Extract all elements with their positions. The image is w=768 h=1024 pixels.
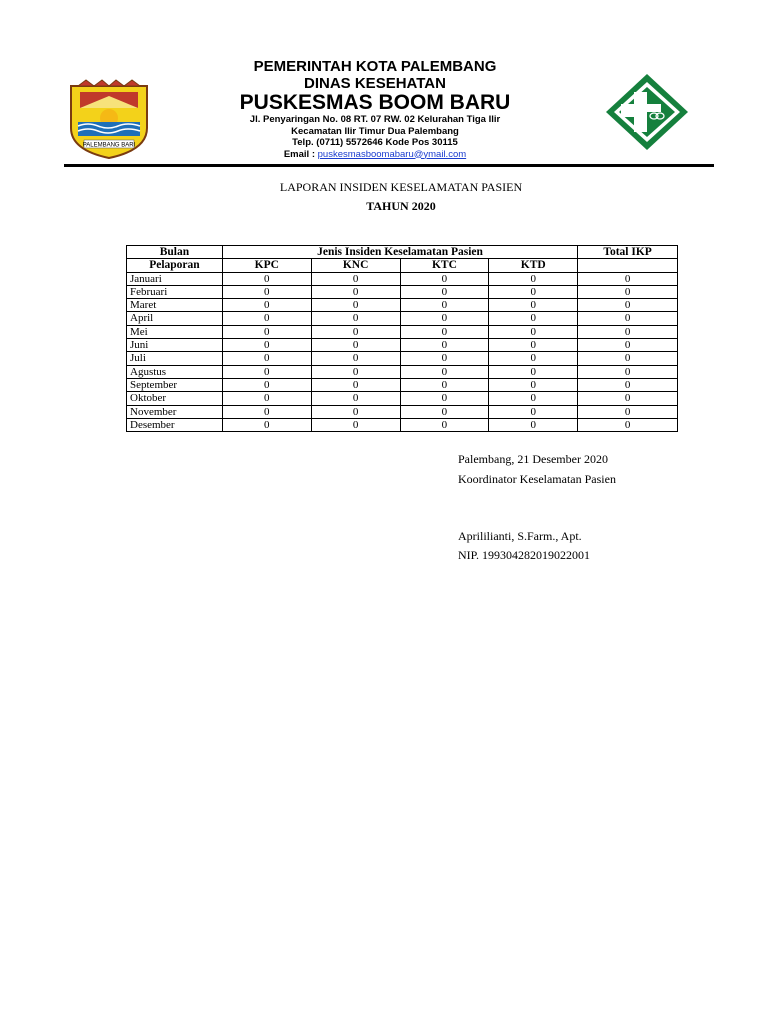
month-cell: April [127, 312, 223, 325]
ktd-cell: 0 [489, 325, 578, 338]
ktd-cell: 0 [489, 418, 578, 431]
month-cell: Februari [127, 285, 223, 298]
ktd-header: KTD [489, 259, 578, 272]
month-cell: Mei [127, 325, 223, 338]
kpc-cell: 0 [222, 392, 311, 405]
kpc-cell: 0 [222, 378, 311, 391]
ktd-cell: 0 [489, 378, 578, 391]
table-row [127, 418, 678, 431]
knc-cell: 0 [311, 392, 400, 405]
table-row [127, 299, 678, 312]
total-cell: 0 [578, 352, 678, 365]
phone-line: Telp. (0711) 5572646 Kode Pos 30115 [292, 137, 458, 148]
ktc-header: KTC [400, 259, 489, 272]
ktc-cell: 0 [400, 405, 489, 418]
table-row [127, 325, 678, 338]
ktc-cell: 0 [400, 272, 489, 285]
kpc-cell: 0 [222, 325, 311, 338]
report-title: LAPORAN INSIDEN KESELAMATAN PASIEN [279, 180, 523, 194]
knc-cell: 0 [311, 312, 400, 325]
table-row [127, 405, 678, 418]
ktd-cell: 0 [489, 339, 578, 352]
knc-cell: 0 [311, 365, 400, 378]
total-cell: 0 [578, 299, 678, 312]
table-row [127, 312, 678, 325]
kpc-header: KPC [222, 259, 311, 272]
signature-name: Aprililianti, S.Farm., Apt. [458, 529, 582, 543]
total-cell: 0 [578, 392, 678, 405]
month-header-1: Bulan [127, 246, 223, 259]
ktc-cell: 0 [400, 325, 489, 338]
ktc-cell: 0 [400, 285, 489, 298]
month-cell: Maret [127, 299, 223, 312]
month-cell: Juli [127, 352, 223, 365]
total-cell: 0 [578, 418, 678, 431]
letterhead-government: PEMERINTAH KOTA PALEMBANG [253, 58, 497, 75]
ktd-cell: 0 [489, 352, 578, 365]
total-cell: 0 [578, 325, 678, 338]
month-header-2: Pelaporan [127, 259, 223, 272]
knc-cell: 0 [311, 378, 400, 391]
ktc-cell: 0 [400, 365, 489, 378]
signature-place-date: Palembang, 21 Desember 2020 [458, 452, 608, 466]
month-cell: Juni [127, 339, 223, 352]
address-line-2: Kecamatan Ilir Timur Dua Palembang [291, 125, 459, 137]
total-cell: 0 [578, 378, 678, 391]
total-cell: 0 [578, 365, 678, 378]
kpc-cell: 0 [222, 365, 311, 378]
puskesmas-logo [604, 72, 690, 152]
ktd-cell: 0 [489, 299, 578, 312]
knc-header: KNC [311, 259, 400, 272]
ktc-cell: 0 [400, 339, 489, 352]
email-link[interactable]: puskesmasboomabaru@ymail.com [317, 148, 467, 160]
incident-table [126, 245, 678, 432]
month-cell: Oktober [127, 392, 223, 405]
table-row [127, 285, 678, 298]
ktd-cell: 0 [489, 312, 578, 325]
kpc-cell: 0 [222, 312, 311, 325]
palembang-city-seal-logo [66, 78, 152, 162]
letterhead-institution: PUSKESMAS BOOM BARU [239, 91, 511, 114]
total-cell: 0 [578, 285, 678, 298]
ktc-cell: 0 [400, 378, 489, 391]
ktd-cell: 0 [489, 285, 578, 298]
knc-cell: 0 [311, 285, 400, 298]
table-row [127, 378, 678, 391]
month-cell: November [127, 405, 223, 418]
knc-cell: 0 [311, 339, 400, 352]
month-cell: Agustus [127, 365, 223, 378]
ktd-cell: 0 [489, 405, 578, 418]
report-year: TAHUN 2020 [366, 199, 436, 213]
table-row [127, 272, 678, 285]
signature-role: Koordinator Keselamatan Pasien [458, 472, 616, 486]
kpc-cell: 0 [222, 405, 311, 418]
kpc-cell: 0 [222, 299, 311, 312]
kpc-cell: 0 [222, 272, 311, 285]
ktc-cell: 0 [400, 418, 489, 431]
month-cell: September [127, 378, 223, 391]
month-cell: Januari [127, 272, 223, 285]
ktc-cell: 0 [400, 352, 489, 365]
kpc-cell: 0 [222, 285, 311, 298]
knc-cell: 0 [311, 405, 400, 418]
ktd-cell: 0 [489, 392, 578, 405]
total-cell: 0 [578, 312, 678, 325]
kpc-cell: 0 [222, 352, 311, 365]
knc-cell: 0 [311, 272, 400, 285]
letterhead-department: DINAS KESEHATAN [304, 75, 446, 92]
email-line [210, 149, 540, 161]
email-label: Email : [283, 148, 315, 160]
letterhead-divider [64, 164, 714, 167]
incident-type-header: Jenis Insiden Keselamatan Pasien [222, 246, 577, 259]
seal-motto: PALEMBANG BARI [82, 142, 136, 149]
table-row [127, 352, 678, 365]
knc-cell: 0 [311, 352, 400, 365]
table-row [127, 365, 678, 378]
total-header: Total IKP [578, 246, 678, 259]
table-row [127, 339, 678, 352]
ktc-cell: 0 [400, 299, 489, 312]
total-cell: 0 [578, 272, 678, 285]
total-header-blank [578, 259, 678, 272]
kpc-cell: 0 [222, 418, 311, 431]
total-cell: 0 [578, 339, 678, 352]
signature-nip: NIP. 199304282019022001 [458, 548, 591, 562]
knc-cell: 0 [311, 299, 400, 312]
address-line-1: Jl. Penyaringan No. 08 RT. 07 RW. 02 Kelurahan Tiga Ilir [249, 114, 501, 125]
ktc-cell: 0 [400, 312, 489, 325]
table-row [127, 392, 678, 405]
kpc-cell: 0 [222, 339, 311, 352]
ktd-cell: 0 [489, 272, 578, 285]
month-cell: Desember [127, 418, 223, 431]
total-cell: 0 [578, 405, 678, 418]
ktc-cell: 0 [400, 392, 489, 405]
ktd-cell: 0 [489, 365, 578, 378]
knc-cell: 0 [311, 418, 400, 431]
knc-cell: 0 [311, 325, 400, 338]
